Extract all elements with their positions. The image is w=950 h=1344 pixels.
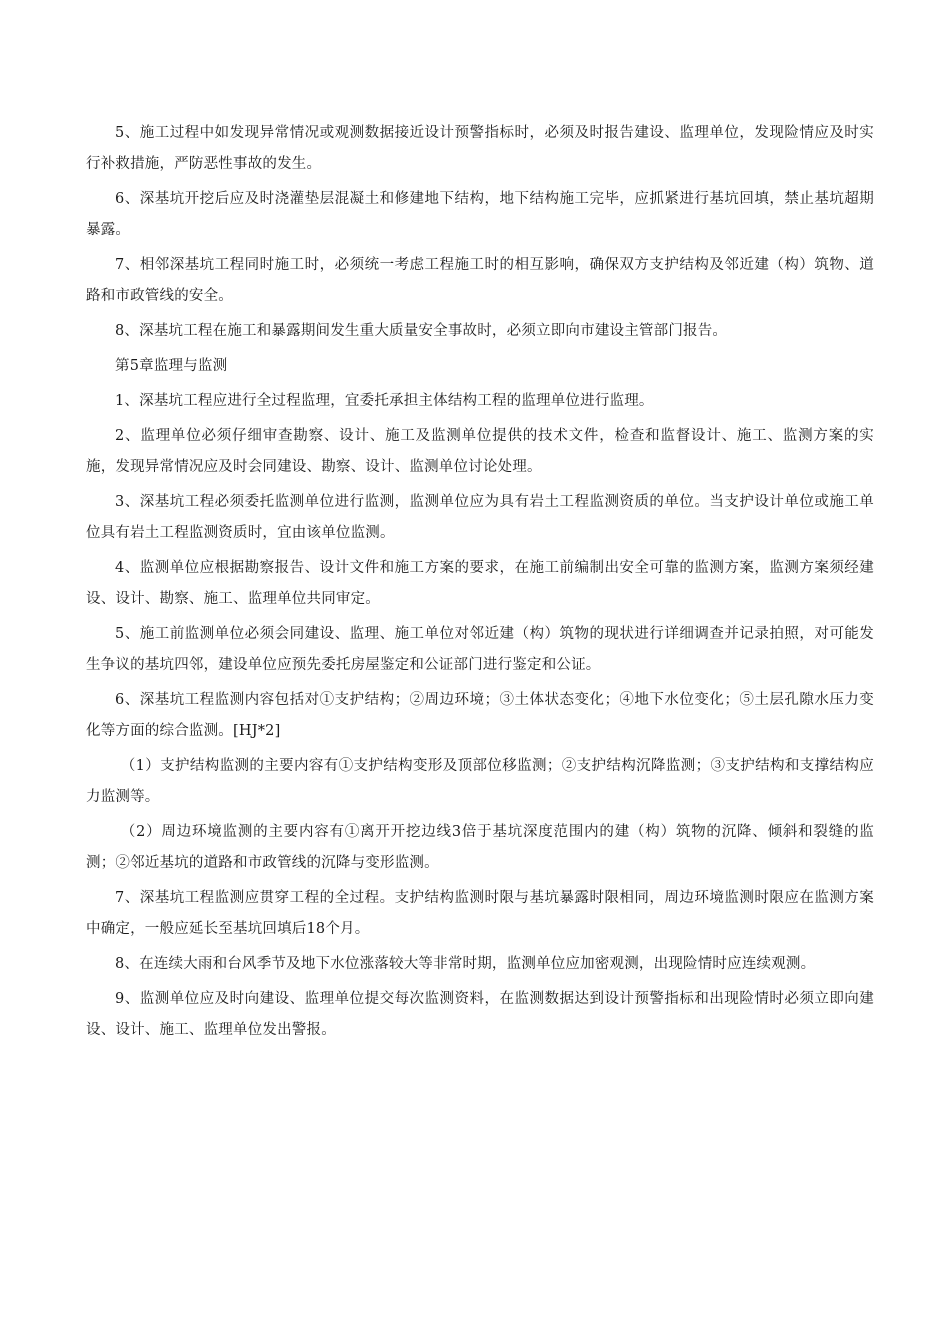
paragraph-monitoring-item-5: 5、施工前监测单位必须会同建设、监理、施工单位对邻近建（构）筑物的现状进行详细调查并记录拍照，对可能发生争议的基坑四邻，建设单位应预先委托房屋鉴定和公证部门进行鉴定和公证。 [86, 626, 874, 673]
chapter-heading: 第5章监理与监测 [115, 358, 228, 374]
paragraph-monitoring-item-4: 4、监测单位应根据勘察报告、设计文件和施工方案的要求，在施工前编制出安全可靠的监测方案，监测方案须经建设、设计、勘察、施工、监理单位共同审定。 [86, 560, 874, 607]
paragraph-monitoring-item-1: 1、深基坑工程应进行全过程监理，宜委托承担主体结构工程的监理单位进行监理。 [115, 393, 654, 409]
paragraph-construction-item-7: 7、相邻深基坑工程同时施工时，必须统一考虑工程施工时的相互影响，确保双方支护结构及邻近建（构）筑物、道路和市政管线的安全。 [86, 257, 874, 304]
paragraph-construction-item-8: 8、深基坑工程在施工和暴露期间发生重大质量安全事故时，必须立即向市建设主管部门报告。 [115, 323, 728, 339]
paragraph-construction-item-6: 6、深基坑开挖后应及时浇灌垫层混凝土和修建地下结构，地下结构施工完毕，应抓紧进行基坑回填，禁止基坑超期暴露。 [86, 191, 874, 238]
paragraph-monitoring-subitem-2: （2）周边环境监测的主要内容有①离开开挖边线3倍于基坑深度范围内的建（构）筑物的沉降、倾斜和裂缝的监测；②邻近基坑的道路和市政管线的沉降与变形监测。 [86, 824, 874, 871]
document-body [86, 118, 874, 1050]
paragraph-monitoring-item-9: 9、监测单位应及时向建设、监理单位提交每次监测资料，在监测数据达到设计预警指标和出现险情时必须立即向建设、设计、施工、监理单位发出警报。 [86, 991, 874, 1038]
paragraph-monitoring-item-3: 3、深基坑工程必须委托监测单位进行监测，监测单位应为具有岩土工程监测资质的单位。当支护设计单位或施工单位具有岩土工程监测资质时，宜由该单位监测。 [86, 494, 874, 541]
paragraph-construction-item-5: 5、施工过程中如发现异常情况或观测数据接近设计预警指标时，必须及时报告建设、监理单位，发现险情应及时实行补救措施，严防恶性事故的发生。 [86, 125, 874, 172]
paragraph-monitoring-subitem-1: （1）支护结构监测的主要内容有①支护结构变形及顶部位移监测；②支护结构沉降监测；③支护结构和支撑结构应力监测等。 [86, 758, 874, 805]
paragraph-monitoring-item-7: 7、深基坑工程监测应贯穿工程的全过程。支护结构监测时限与基坑暴露时限相同，周边环境监测时限应在监测方案中确定，一般应延长至基坑回填后18个月。 [86, 890, 874, 937]
paragraph-monitoring-item-6: 6、深基坑工程监测内容包括对①支护结构；②周边环境；③土体状态变化；④地下水位变化；⑤土层孔隙水压力变化等方面的综合监测。[HJ*2] [86, 692, 874, 739]
paragraph-monitoring-item-2: 2、监理单位必须仔细审查勘察、设计、施工及监测单位提供的技术文件，检查和监督设计、施工、监测方案的实施，发现异常情况应及时会同建设、勘察、设计、监测单位讨论处理。 [86, 428, 874, 475]
paragraph-monitoring-item-8: 8、在连续大雨和台风季节及地下水位涨落较大等非常时期，监测单位应加密观测，出现险情时应连续观测。 [115, 956, 816, 972]
